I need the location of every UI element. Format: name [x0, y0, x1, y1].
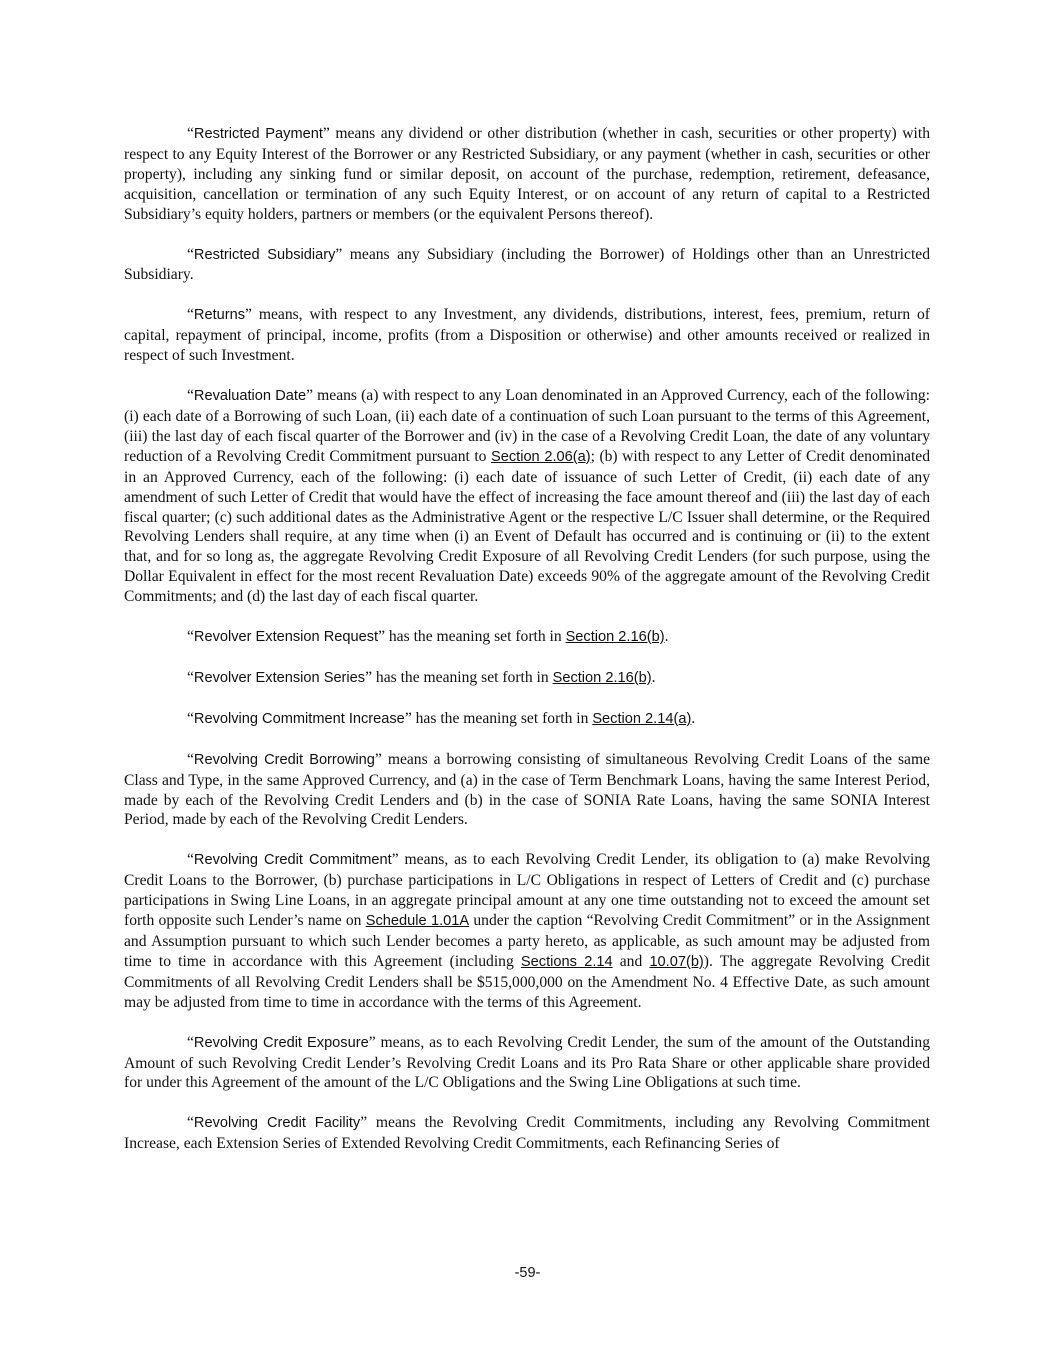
defined-term: Revolving Credit Exposure	[193, 1034, 369, 1051]
section-reference: Section 2.16(b)	[552, 669, 652, 686]
definition-paragraph: “Returns” means, with respect to any Investment, any dividends, distributions, interest, fees, premium, return of capital, repayment of principal, income, profits (from a Disposition or otherwise) and other amounts received or realized in respect of such Investment.	[124, 306, 930, 365]
defined-term: Revolving Credit Commitment	[193, 852, 392, 869]
definition-text: ). The aggregate Revolving Credit Commitments of all Revolving Credit Lenders shall be $515,000,000 on the Amendment No. 4 Effective Date, as such amount may be adjusted from time to time in accordance with the terms of this Agreement.	[124, 952, 931, 1011]
definition-text: .	[651, 668, 656, 686]
definition-text: means the Revolving Credit Commitments, including any Revolving Commitment Increase, each Extension Series of Extended Revolving Credit Commitments, each Refinancing Series of	[124, 1114, 930, 1153]
definition-text: means any Subsidiary (including the Borrower) of Holdings other than an Unrestricted Subsidiary.	[124, 245, 930, 284]
definition-text: means a borrowing consisting of simultaneous Revolving Credit Loans of the same Class and Type, in the same Approved Currency, and (a) in the case of Term Benchmark Loans, having the same Interest Period, made by each of the Revolving Credit Lenders and (b) in the case of SONIA Rate Loans, having the same SONIA Interest Period, made by each of the Revolving Credit Lenders.	[124, 750, 931, 829]
definition-paragraph: “Restricted Subsidiary” means any Subsidiary (including the Borrower) of Holdings other than an Unrestricted Subsidiary.	[124, 245, 930, 284]
definition-text: means, as to each Revolving Credit Lender, the sum of the amount of the Outstanding Amount of such Revolving Credit Lender’s Revolving Credit Loans and its Pro Rata Share or other applicable share provided for under this Agreement of the amount of the L/C Obligations and the Swing Line Obligations at such time.	[124, 1033, 930, 1092]
definition-text: has the meaning set forth in	[372, 668, 553, 686]
definition-text: under the caption “Revolving Credit Commitment” or in the Assignment and Assumption pursuant to which such Lender becomes a party hereto, as applicable, as such amount may be adjusted from time to time in accordance with this Agreement (including	[124, 912, 930, 970]
document-body	[124, 124, 930, 1174]
section-reference: Section 2.06(a)	[491, 448, 591, 465]
definition-paragraph: “Revolver Extension Series” has the meaning set forth in Section 2.16(b).	[187, 668, 656, 686]
defined-term: Restricted Subsidiary	[193, 246, 336, 263]
definition-text: means (a) with respect to any Loan denominated in an Approved Currency, each of the following: (i) each date of a Borrowing of such Loan, (ii) each date of a continuation of such Loan pursuant to the terms of this Agreement, (iii) the last day of each fiscal quarter of the Borrower and (iv) in the case of a Revolving Credit Loan, the date of any voluntary reduction of a Revolving Credit Commitment pursuant to	[124, 387, 930, 465]
definition-paragraph: “Revolving Credit Commitment” means, as to each Revolving Credit Lender, its obligation to (a) make Revolving Credit Loans to the Borrower, (b) purchase participations in L/C Obligations in respect of Letters of Credit and (c) purchase participations in Swing Line Loans, in an aggregate principal amount at any one time outstanding not to exceed the amount set forth opposite such Lender’s name on Schedule 1.01A under the caption “Revolving Credit Commitment” or in the Assignment and Assumption pursuant to which such Lender becomes a party hereto, as applicable, as such amount may be adjusted from time to time in accordance with this Agreement (including Sections 2.14 and 10.07(b)). The aggregate Revolving Credit Commitments of all Revolving Credit Lenders shall be $515,000,000 on the Amendment No. 4 Effective Date, as such amount may be adjusted from time to time in accordance with the terms of this Agreement.	[124, 851, 931, 1011]
definition-paragraph: “Restricted Payment” means any dividend or other distribution (whether in cash, securities or other property) with respect to any Equity Interest of the Borrower or any Restricted Subsidiary, or any payment (whether in cash, securities or other property), including any sinking fund or similar deposit, on account of the purchase, redemption, retirement, defeasance, acquisition, cancellation or termination of any such Equity Interest, or on account of any return of capital to a Restricted Subsidiary’s equity holders, partners or members (or the equivalent Persons thereof).	[124, 125, 930, 223]
defined-term: Restricted Payment	[193, 126, 323, 142]
definition-paragraph: “Revolving Credit Facility” means the Revolving Credit Commitments, including any Revolving Commitment Increase, each Extension Series of Extended Revolving Credit Commitments, each Refinancing Series of	[124, 1114, 930, 1153]
section-reference: Section 2.16(b)	[565, 629, 665, 646]
definition-text: means, as to each Revolving Credit Lender, its obligation to (a) make Revolving Credit Loans to the Borrower, (b) purchase participations in L/C Obligations in respect of Letters of Credit and (c) purchase participations in Swing Line Loans, in an aggregate principal amount at any one time outstanding not to exceed the amount set forth opposite such Lender’s name on	[124, 851, 930, 930]
definition-text: ; (b) with respect to any Letter of Credit denominated in an Approved Currency, each of the following: (i) each date of issuance of such Letter of Credit, (ii) each date of any amendment of such Letter of Credit that would have the effect of increasing the face amount thereof and (iii) the last day of each fiscal quarter; (c) such additional dates as the Administrative Agent or the respective L/C Issuer shall determine, or the Required Revolving Lenders shall require, at any time when (i) an Event of Default has occurred and is continuing or (ii) to the extent that, and for so long as, the aggregate Revolving Credit Exposure of all Revolving Credit Lenders (for such purpose, using the Dollar Equivalent in effect for the most recent Revaluation Date) exceeds 90% of the aggregate amount of the Revolving Credit Commitments; and (d) the last day of each fiscal quarter.	[124, 447, 930, 606]
definition-paragraph: “Revolving Credit Borrowing” means a borrowing consisting of simultaneous Revolving Credit Loans of the same Class and Type, in the same Approved Currency, and (a) in the case of Term Benchmark Loans, having the same Interest Period, made by each of the Revolving Credit Lenders and (b) in the case of SONIA Rate Loans, having the same SONIA Interest Period, made by each of the Revolving Credit Lenders.	[124, 750, 931, 829]
definition-paragraph: “Revolving Commitment Increase” has the meaning set forth in Section 2.14(a).	[187, 709, 696, 727]
definition-paragraph: “Revolving Credit Exposure” means, as to each Revolving Credit Lender, the sum of the amount of the Outstanding Amount of such Revolving Credit Lender’s Revolving Credit Loans and its Pro Rata Share or other applicable share provided for under this Agreement of the amount of the L/C Obligations and the Swing Line Obligations at such time.	[124, 1033, 930, 1092]
defined-term: Revolver Extension Series	[193, 669, 366, 686]
section-reference: Sections 2.14	[520, 953, 613, 970]
definition-paragraph: “Revaluation Date” means (a) with respect to any Loan denominated in an Approved Currency, each of the following: (i) each date of a Borrowing of such Loan, (ii) each date of a continuation of such Loan pursuant to the terms of this Agreement, (iii) the last day of each fiscal quarter of the Borrower and (iv) in the case of a Revolving Credit Loan, the date of any voluntary reduction of a Revolving Credit Commitment pursuant to Section 2.06(a); (b) with respect to any Letter of Credit denominated in an Approved Currency, each of the following: (i) each date of issuance of such Letter of Credit, (ii) each date of any amendment of such Letter of Credit that would have the effect of increasing the face amount thereof and (iii) the last day of each fiscal quarter; (c) such additional dates as the Administrative Agent or the respective L/C Issuer shall determine, or the Required Revolving Lenders shall require, at any time when (i) an Event of Default has occurred and is continuing or (ii) to the extent that, and for so long as, the aggregate Revolving Credit Exposure of all Revolving Credit Lenders (for such purpose, using the Dollar Equivalent in effect for the most recent Revaluation Date) exceeds 90% of the aggregate amount of the Revolving Credit Commitments; and (d) the last day of each fiscal quarter.	[124, 387, 930, 606]
definition-text: and	[612, 952, 650, 970]
definition-text: has the meaning set forth in	[411, 709, 593, 727]
defined-term: Revolver Extension Request	[193, 629, 379, 646]
definition-paragraph: “Revolver Extension Request” has the meaning set forth in Section 2.16(b).	[187, 628, 669, 646]
defined-term: Revolving Commitment Increase	[193, 710, 405, 727]
schedule-reference: Schedule 1.01A	[365, 913, 470, 930]
definition-text: means any dividend or other distribution (whether in cash, securities or other property) with respect to any Equity Interest of the Borrower or any Restricted Subsidiary, or any payment (whether in cash, securities or other property), including any sinking fund or similar deposit, on account of the purchase, redemption, retirement, defeasance, acquisition, cancellation or termination of any such Equity Interest, or on account of any return of capital to a Restricted Subsidiary’s equity holders, partners or members (or the equivalent Persons thereof).	[124, 125, 930, 223]
defined-term: Revolving Credit Borrowing	[193, 751, 375, 768]
definition-text: means, with respect to any Investment, any dividends, distributions, interest, fees, premium, return of capital, repayment of principal, income, profits (from a Disposition or otherwise) and other amounts received or realized in respect of such Investment.	[124, 306, 930, 365]
defined-term: Revaluation Date	[193, 388, 307, 405]
section-reference: Section 2.14(a)	[592, 710, 692, 727]
defined-term: Revolving Credit Facility	[193, 1115, 361, 1132]
defined-term: Returns	[193, 307, 246, 324]
definition-text: has the meaning set forth in	[384, 628, 566, 646]
definition-text: .	[691, 709, 696, 727]
page-number: -59-	[514, 1265, 541, 1281]
section-reference: 10.07(b)	[649, 953, 704, 970]
definition-text: .	[664, 628, 669, 646]
